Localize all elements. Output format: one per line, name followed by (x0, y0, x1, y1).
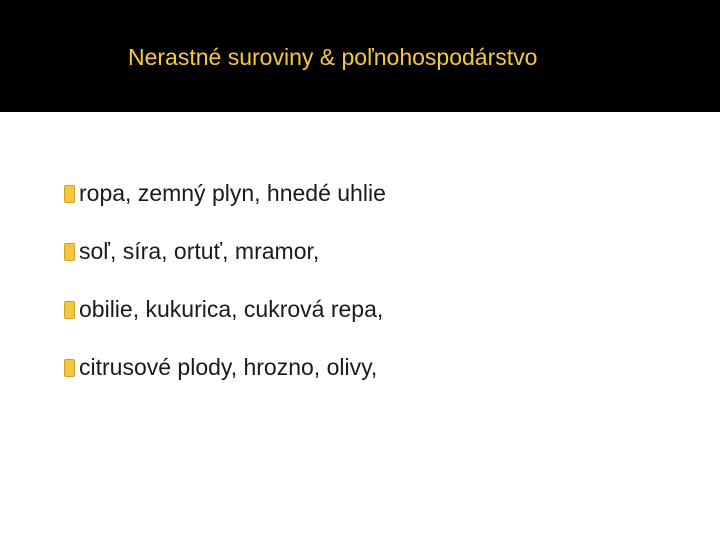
bullet-text: soľ, síra, ortuť, mramor, (79, 237, 320, 264)
square-bullet-icon (64, 185, 75, 203)
bullet-item (64, 222, 386, 280)
bullet-item (64, 338, 386, 396)
bullet-text: ropa, zemný plyn, hnedé uhlie (79, 179, 386, 206)
bullet-text: obilie, kukurica, cukrová repa, (79, 295, 384, 322)
bullet-item (64, 280, 386, 338)
bullet-list (64, 164, 386, 396)
slide-title: Nerastné suroviny & poľnohospodárstvo (128, 44, 538, 70)
bullet-item (64, 164, 386, 222)
square-bullet-icon (64, 301, 75, 319)
bullet-text: citrusové plody, hrozno, olivy, (79, 353, 378, 380)
square-bullet-icon (64, 243, 75, 261)
square-bullet-icon (64, 359, 75, 377)
title-bar (0, 0, 720, 112)
